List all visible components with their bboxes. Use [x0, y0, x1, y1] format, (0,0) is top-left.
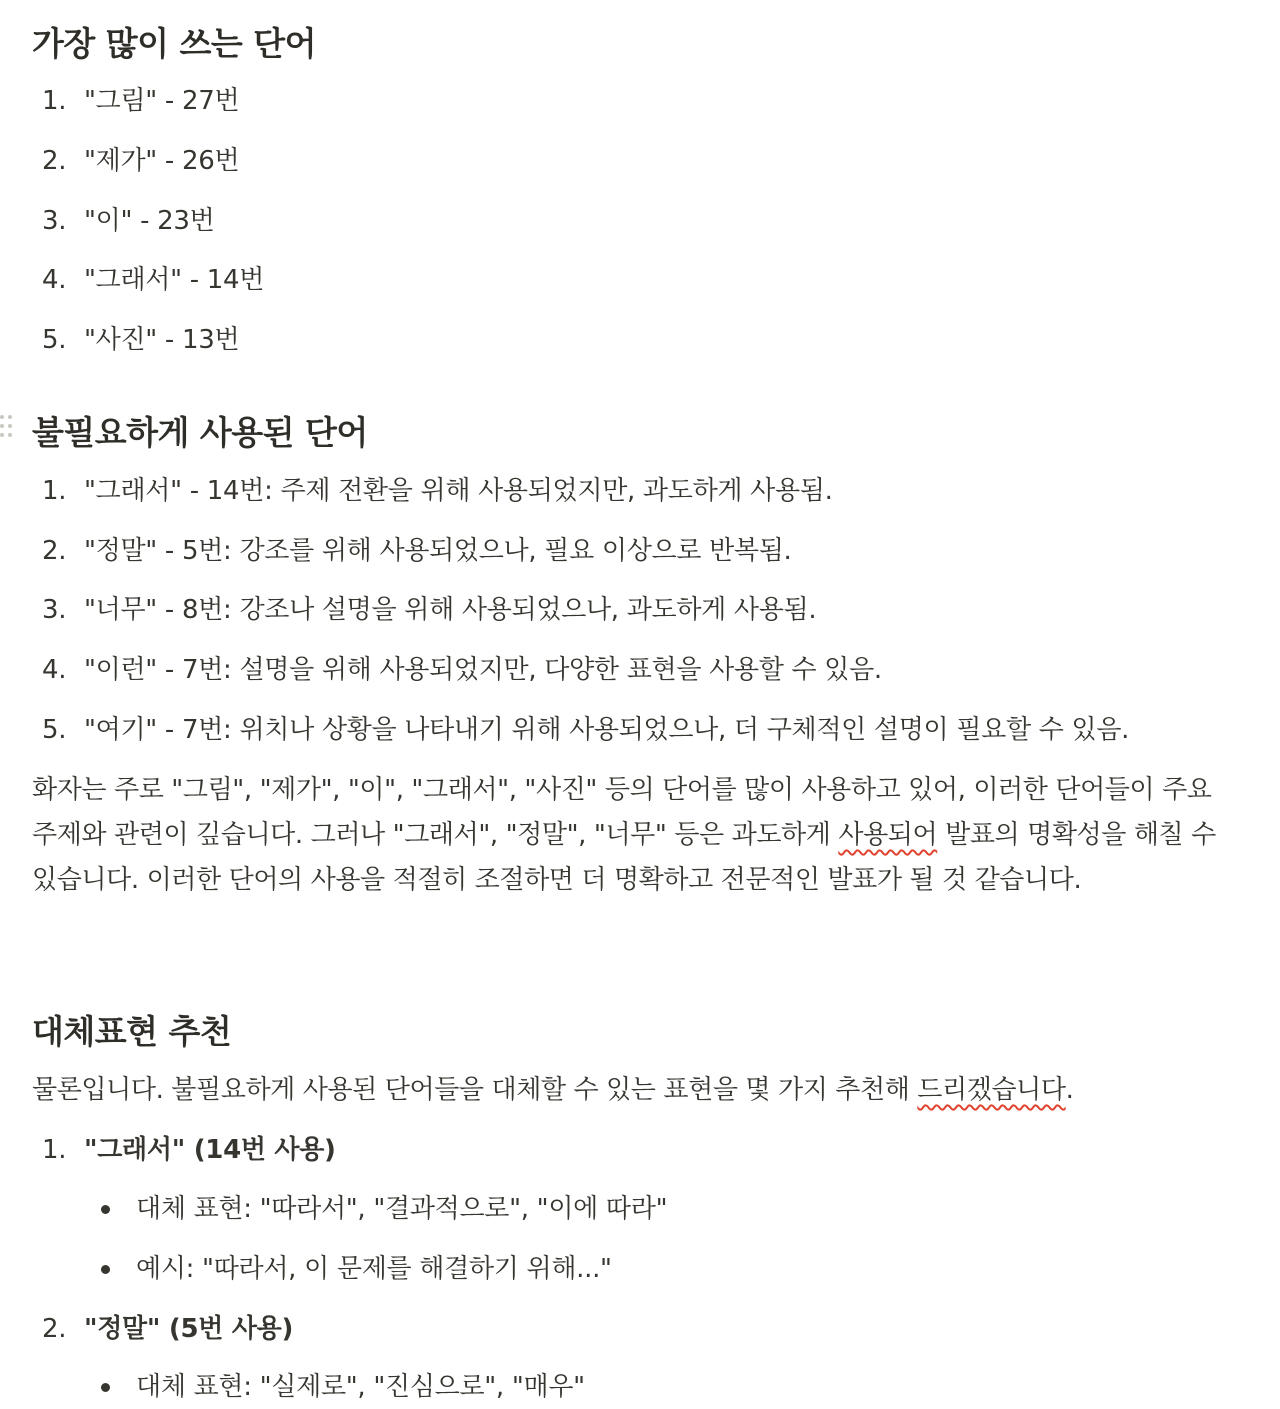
list-item: [42, 712, 1129, 748]
list-item-text: "이" - 23번: [84, 206, 215, 236]
list-item-text: "사진" - 13번: [84, 325, 240, 355]
list-number: 4.: [42, 265, 67, 295]
bullet-dot-icon: [101, 1205, 110, 1214]
list-item-text: "이런" - 7번: 설명을 위해 사용되었지만, 다양한 표현을 사용할 수 있음.: [84, 655, 882, 685]
list-item-text: "정말" - 5번: 강조를 위해 사용되었으나, 필요 이상으로 반복됨.: [84, 536, 792, 566]
summary-text: 발표의 명확성을 해칠 수: [937, 820, 1216, 850]
bullet-text: 대체 표현: "따라서", "결과적으로", "이에 따라": [136, 1194, 668, 1224]
list-item-text: "그림" - 27번: [84, 86, 240, 116]
heading-alternatives: 대체표현 추천: [32, 1012, 232, 1051]
list-item-text: "너무" - 8번: 강조나 설명을 위해 사용되었으나, 과도하게 사용됨.: [84, 595, 817, 625]
summary-paragraph: [32, 768, 1272, 903]
list-item: [42, 83, 239, 119]
list-item: [42, 143, 239, 179]
list-item-text: "그래서" - 14번: [84, 265, 265, 295]
list-number: 5.: [42, 325, 67, 355]
spellcheck-flagged-word[interactable]: 드리겠습니다: [917, 1075, 1066, 1105]
alternatives-intro: [32, 1068, 1272, 1113]
list-number: 3.: [42, 206, 67, 236]
intro-text: 물론입니다. 불필요하게 사용된 단어들을 대체할 수 있는 표현을 몇 가지 추천해: [32, 1075, 918, 1105]
alternative-heading-text: "그래서" (14번 사용): [84, 1135, 336, 1165]
list-item: [42, 533, 792, 569]
spellcheck-flagged-word[interactable]: 사용되어: [838, 820, 938, 850]
summary-line: [32, 813, 1272, 858]
list-item: [42, 262, 264, 298]
list-item-text: "여기" - 7번: 위치나 상황을 나타내기 위해 사용되었으나, 더 구체적인 설명이 필요할 수 있음.: [84, 715, 1130, 745]
alternative-heading-text: "정말" (5번 사용): [84, 1314, 294, 1344]
bullet-dot-icon: [101, 1265, 110, 1274]
list-number: 1.: [42, 476, 67, 506]
summary-line: 있습니다. 이러한 단어의 사용을 적절히 조절하면 더 명확하고 전문적인 발표가 될 것 같습니다.: [32, 865, 1082, 895]
list-number: 2.: [42, 1314, 67, 1344]
bullet-text: 대체 표현: "실제로", "진심으로", "매우": [136, 1372, 585, 1402]
list-item: [42, 322, 239, 358]
list-item-text: "제가" - 26번: [84, 146, 240, 176]
bullet-text: 예시: "따라서, 이 문제를 해결하기 위해...": [136, 1254, 612, 1284]
block-drag-handle-icon[interactable]: [0, 415, 14, 441]
list-number: 5.: [42, 715, 67, 745]
alternative-item-heading: [42, 1311, 293, 1347]
summary-text: 주제와 관련이 깊습니다. 그러나 "그래서", "정말", "너무" 등은 과도하게: [32, 820, 839, 850]
list-item: [42, 203, 214, 239]
bullet-dot-icon: [101, 1383, 110, 1392]
list-number: 2.: [42, 536, 67, 566]
list-item-text: "그래서" - 14번: 주제 전환을 위해 사용되었지만, 과도하게 사용됨.: [84, 476, 833, 506]
summary-line: 화자는 주로 "그림", "제가", "이", "그래서", "사진" 등의 단어를 많이 사용하고 있어, 이러한 단어들이 주요: [32, 775, 1212, 805]
heading-unnecessary-words: 불필요하게 사용된 단어: [32, 413, 368, 452]
list-item: [42, 592, 816, 628]
intro-text: .: [1065, 1075, 1074, 1105]
heading-most-used-words: 가장 많이 쓰는 단어: [32, 24, 316, 63]
list-number: 2.: [42, 146, 67, 176]
list-number: 3.: [42, 595, 67, 625]
list-number: 1.: [42, 1135, 67, 1165]
list-item: [42, 473, 833, 509]
list-number: 1.: [42, 86, 67, 116]
list-item: [42, 652, 882, 688]
alternative-item-heading: [42, 1132, 336, 1168]
list-number: 4.: [42, 655, 67, 685]
